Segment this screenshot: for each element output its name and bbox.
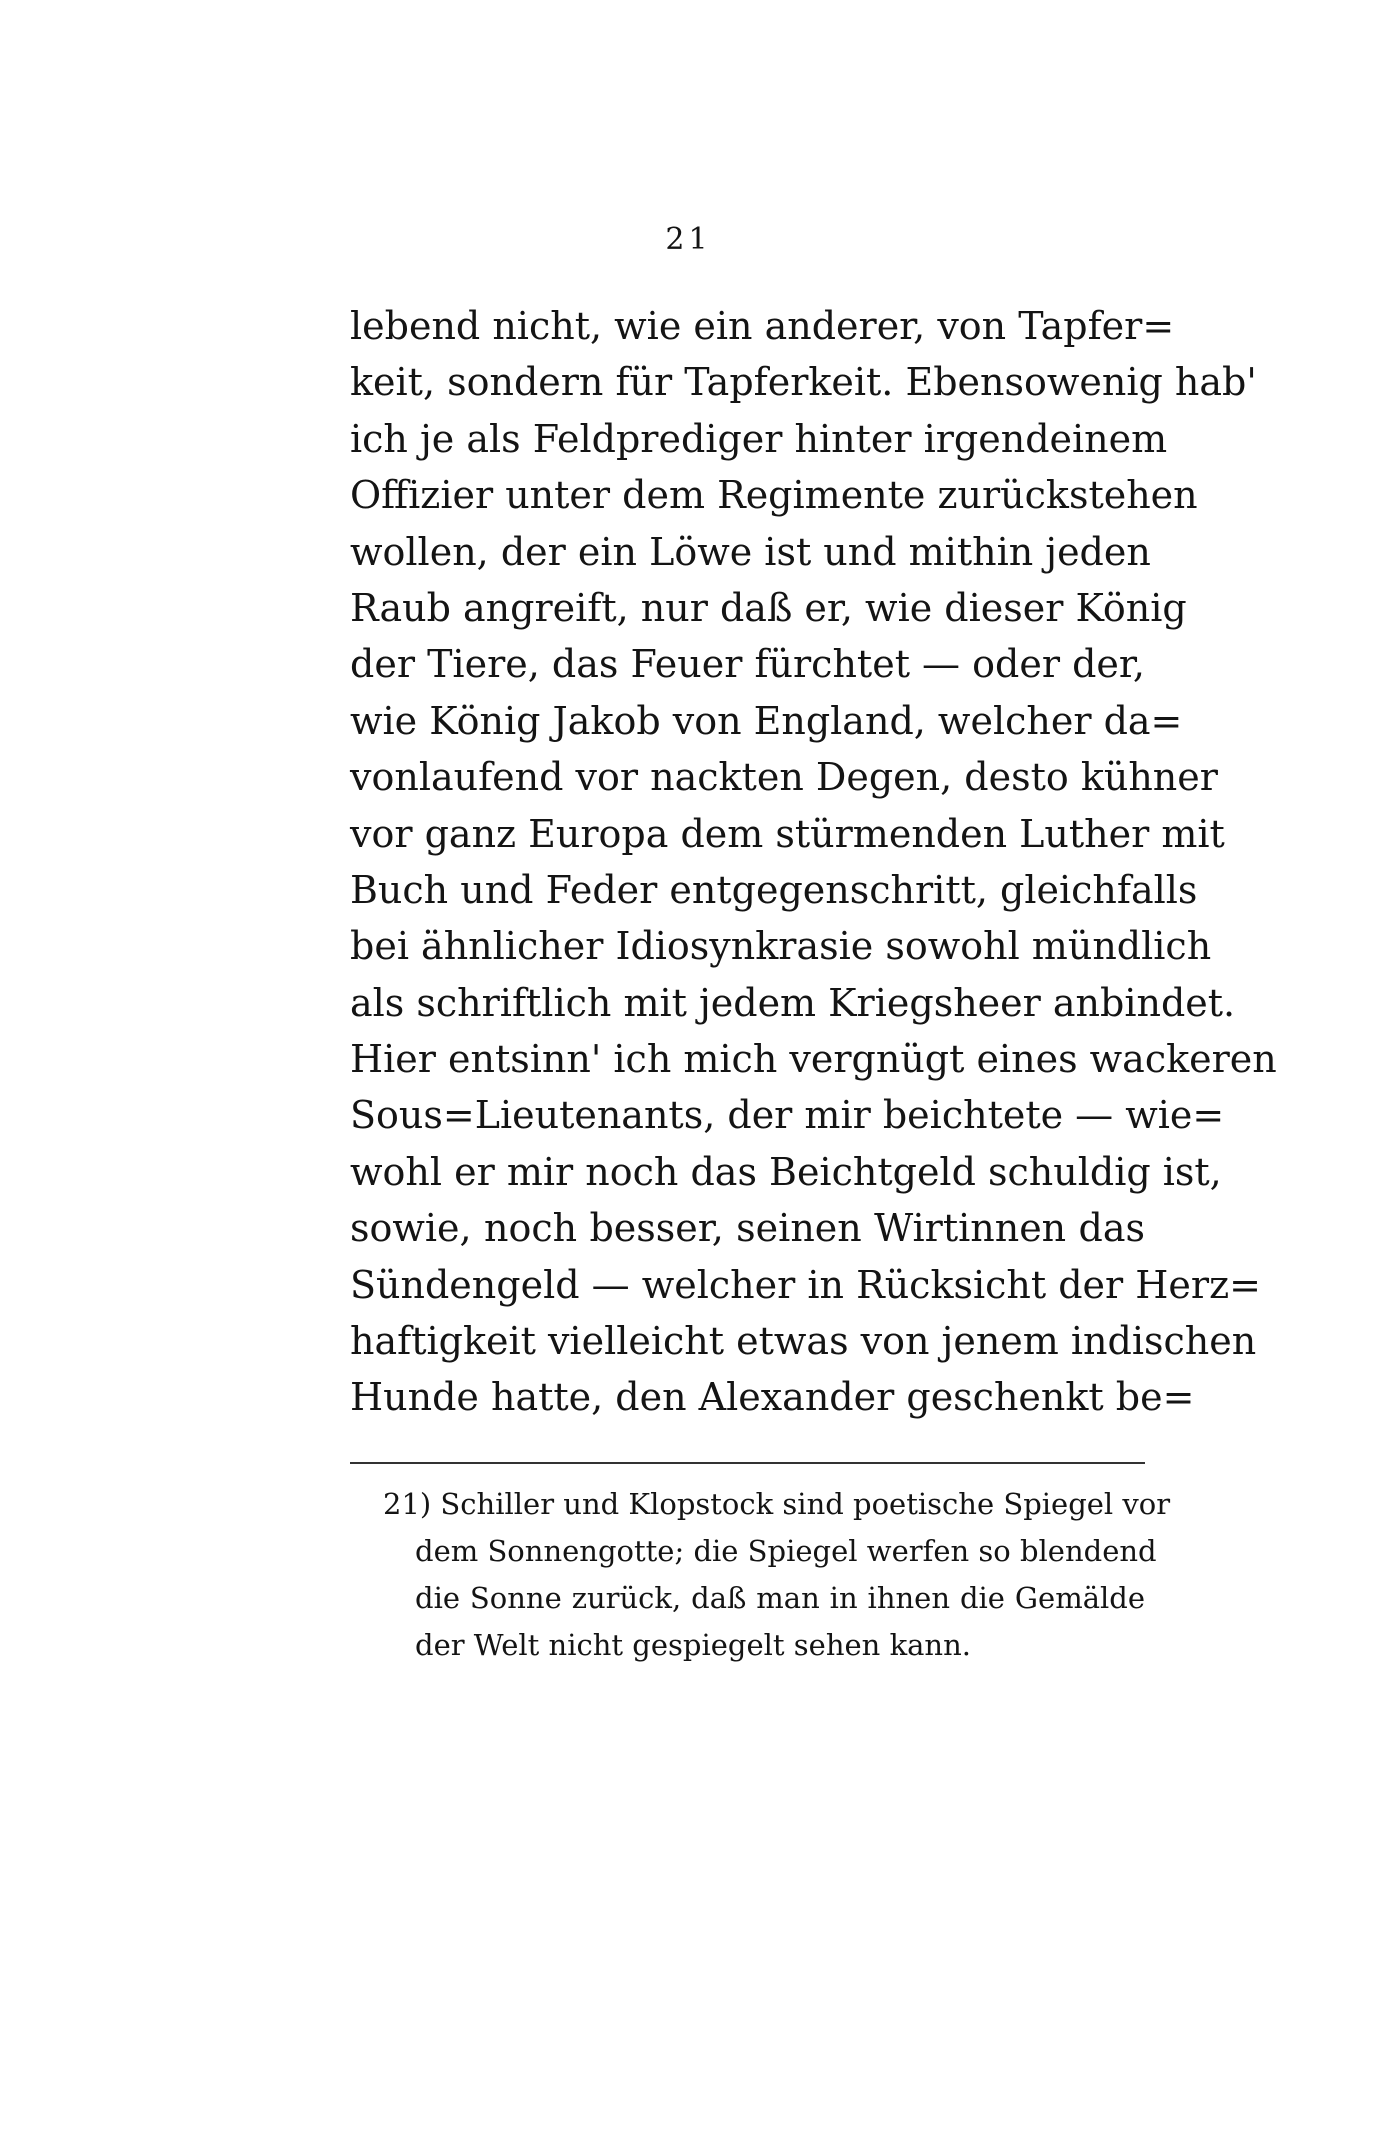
text-line: vor ganz Europa dem stürmenden Luther mit [350,811,1225,856]
text-line: Raub angreift, nur daß er, wie dieser König [350,585,1187,630]
body-text [350,298,1277,1426]
text-line: sowie, noch besser, seinen Wirtinnen das [350,1206,1145,1251]
text-line: Buch und Feder entgegenschritt, gleichfalls [350,867,1198,912]
page-number: 21 [665,222,712,257]
text-line: bei ähnlicher Idiosynkrasie sowohl mündlich [350,924,1212,969]
text-line: wollen, der ein Löwe ist und mithin jeden [350,529,1151,574]
text-line: Sündengeld — welcher in Rücksicht der Herz= [350,1262,1261,1307]
footnote-line: der Welt nicht gespiegelt sehen kann. [415,1628,971,1662]
text-line: als schriftlich mit jedem Kriegsheer anbindet. [350,980,1236,1025]
text-line: keit, sondern für Tapferkeit. Ebensowenig hab' [350,360,1257,405]
text-line: Hunde hatte, den Alexander geschenkt be= [350,1375,1195,1420]
text-line: vonlaufend vor nackten Degen, desto kühner [350,755,1218,800]
text-line: Hier entsinn' ich mich vergnügt eines wackeren [350,1037,1277,1082]
footnote-divider [350,1462,1145,1464]
text-line: Sous=Lieutenants, der mir beichtete — wie= [350,1093,1225,1138]
text-line: wie König Jakob von England, welcher da= [350,698,1183,743]
text-line: der Tiere, das Feuer fürchtet — oder der, [350,642,1145,687]
footnote-line: 21) Schiller und Klopstock sind poetische Spiegel vor [383,1487,1171,1521]
text-line: lebend nicht, wie ein anderer, von Tapfer= [350,304,1175,348]
text-line: haftigkeit vielleicht etwas von jenem indischen [350,1319,1257,1364]
footnote-line: die Sonne zurück, daß man in ihnen die Gemälde [415,1581,1145,1615]
text-line: Offizier unter dem Regimente zurückstehen [350,473,1198,518]
footnote [383,1481,1171,1669]
text-line: ich je als Feldprediger hinter irgendeinem [350,416,1168,461]
footnote-line: dem Sonnengotte; die Spiegel werfen so blendend [415,1534,1157,1568]
text-line: wohl er mir noch das Beichtgeld schuldig ist, [350,1149,1222,1194]
